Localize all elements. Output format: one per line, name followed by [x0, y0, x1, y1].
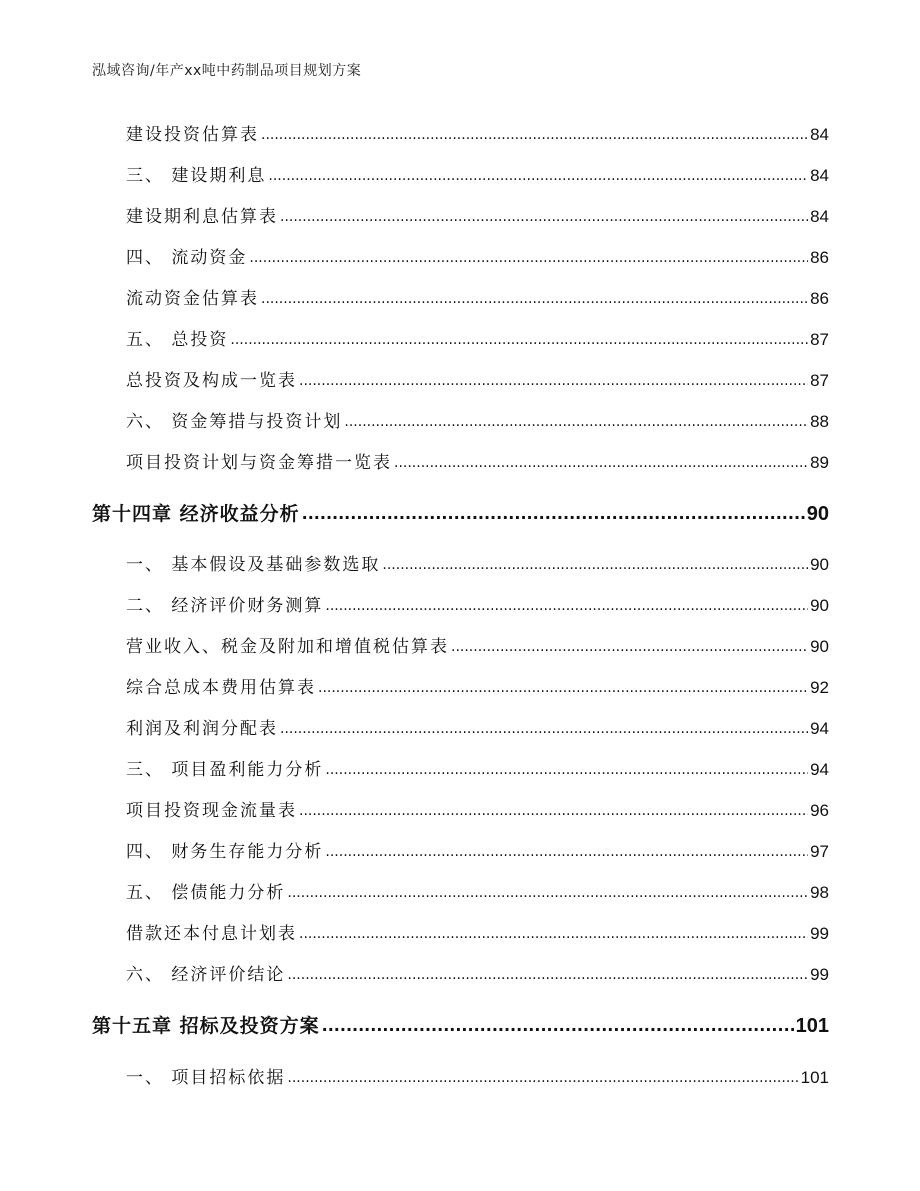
toc-entry-title: 第十五章 招标及投资方案	[92, 1015, 320, 1037]
toc-entry-title: 一、 基本假设及基础参数选取	[126, 555, 381, 575]
toc-entry[interactable]	[126, 677, 829, 699]
toc-entry-page-number: 99	[810, 924, 829, 943]
toc-entry-page-number: 99	[810, 965, 829, 984]
toc-entry-title: 四、 财务生存能力分析	[126, 842, 324, 862]
toc-leader-dots	[280, 720, 808, 738]
toc-leader-dots	[325, 761, 808, 779]
toc-entry-page-number: 84	[810, 166, 829, 185]
toc-entry-title: 一、 项目招标依据	[126, 1068, 286, 1088]
toc-entry-title: 第十四章 经济收益分析	[92, 503, 300, 525]
toc-entry-title: 三、 建设期利息	[126, 166, 267, 186]
toc-entry[interactable]	[126, 165, 829, 187]
toc-entry-page-number: 90	[806, 503, 829, 525]
toc-entry-page-number: 97	[810, 842, 829, 861]
toc-leader-dots	[302, 505, 805, 523]
toc-entry[interactable]	[126, 1067, 829, 1089]
toc-leader-dots	[344, 413, 808, 431]
toc-entry[interactable]	[126, 370, 829, 392]
toc-leader-dots	[325, 843, 808, 861]
toc-entry-page-number: 90	[810, 637, 829, 656]
toc-leader-dots	[287, 966, 808, 984]
toc-entry[interactable]	[126, 800, 829, 822]
toc-entry-page-number: 89	[810, 453, 829, 472]
toc-entry-title: 建设投资估算表	[126, 125, 259, 145]
toc-entry-title: 五、 总投资	[126, 330, 229, 350]
toc-entry[interactable]	[126, 923, 829, 945]
toc-entry-page-number: 87	[810, 330, 829, 349]
toc-leader-dots	[230, 331, 808, 349]
toc-entry-title: 六、 经济评价结论	[126, 965, 286, 985]
page-header: 泓域咨询/年产xx吨中药制品项目规划方案	[92, 63, 362, 79]
toc-entry[interactable]	[126, 882, 829, 904]
toc-leader-dots	[322, 1017, 794, 1035]
toc-leader-dots	[318, 679, 808, 697]
toc-chapter-entry[interactable]	[92, 1015, 829, 1037]
toc-entry-title: 建设期利息估算表	[126, 207, 278, 227]
toc-entry[interactable]	[126, 288, 829, 310]
toc-leader-dots	[287, 1069, 798, 1087]
toc-entry-title: 二、 经济评价财务测算	[126, 596, 324, 616]
toc-entry-title: 五、 偿债能力分析	[126, 883, 286, 903]
toc-entry-title: 六、 资金筹措与投资计划	[126, 412, 343, 432]
toc-entry-title: 四、 流动资金	[126, 248, 248, 268]
toc-entry-title: 总投资及构成一览表	[126, 371, 297, 391]
toc-entry[interactable]	[126, 124, 829, 146]
toc-entry-page-number: 94	[810, 719, 829, 738]
toc-leader-dots	[268, 167, 808, 185]
toc-entry-page-number: 96	[810, 801, 829, 820]
toc-leader-dots	[382, 556, 808, 574]
toc-entry-page-number: 98	[810, 883, 829, 902]
toc-entry[interactable]	[126, 554, 829, 576]
toc-leader-dots	[451, 638, 808, 656]
toc-leader-dots	[280, 208, 808, 226]
toc-entry-title: 流动资金估算表	[126, 289, 259, 309]
toc-entry[interactable]	[126, 964, 829, 986]
toc-leader-dots	[394, 454, 808, 472]
toc-entry[interactable]	[126, 841, 829, 863]
toc-entry-title: 利润及利润分配表	[126, 719, 278, 739]
toc-entry[interactable]	[126, 329, 829, 351]
toc-entry-title: 项目投资计划与资金筹措一览表	[126, 453, 392, 473]
toc-leader-dots	[299, 925, 808, 943]
toc-entry[interactable]	[126, 759, 829, 781]
toc-entry-page-number: 88	[810, 412, 829, 431]
toc-entry[interactable]	[126, 411, 829, 433]
toc-entry-page-number: 101	[800, 1068, 829, 1087]
toc-entry-title: 借款还本付息计划表	[126, 924, 297, 944]
toc-entry-title: 项目投资现金流量表	[126, 801, 297, 821]
toc-entry[interactable]	[126, 718, 829, 740]
toc-entry-page-number: 86	[810, 248, 829, 267]
toc-entry[interactable]	[126, 595, 829, 617]
toc-entry-page-number: 86	[810, 289, 829, 308]
toc-entry-title: 三、 项目盈利能力分析	[126, 760, 324, 780]
toc-entry-page-number: 84	[810, 125, 829, 144]
toc-entry-title: 营业收入、税金及附加和增值税估算表	[126, 637, 449, 657]
toc-leader-dots	[325, 597, 808, 615]
toc-entry[interactable]	[126, 247, 829, 269]
toc-entry-page-number: 101	[795, 1015, 829, 1037]
toc-leader-dots	[299, 372, 808, 390]
toc-entry-page-number: 84	[810, 207, 829, 226]
toc-entry[interactable]	[126, 636, 829, 658]
toc-entry-page-number: 92	[810, 678, 829, 697]
toc-leader-dots	[261, 290, 808, 308]
toc-entry-title: 综合总成本费用估算表	[126, 678, 316, 698]
toc-entry-page-number: 87	[810, 371, 829, 390]
toc-leader-dots	[249, 249, 808, 267]
toc-entry[interactable]	[126, 206, 829, 228]
toc-leader-dots	[287, 884, 808, 902]
toc-entry-page-number: 94	[810, 760, 829, 779]
toc-chapter-entry[interactable]	[92, 503, 829, 525]
toc-entry[interactable]	[126, 452, 829, 474]
toc-entry-page-number: 90	[810, 555, 829, 574]
toc-leader-dots	[299, 802, 808, 820]
toc-leader-dots	[261, 126, 808, 144]
toc-entry-page-number: 90	[810, 596, 829, 615]
